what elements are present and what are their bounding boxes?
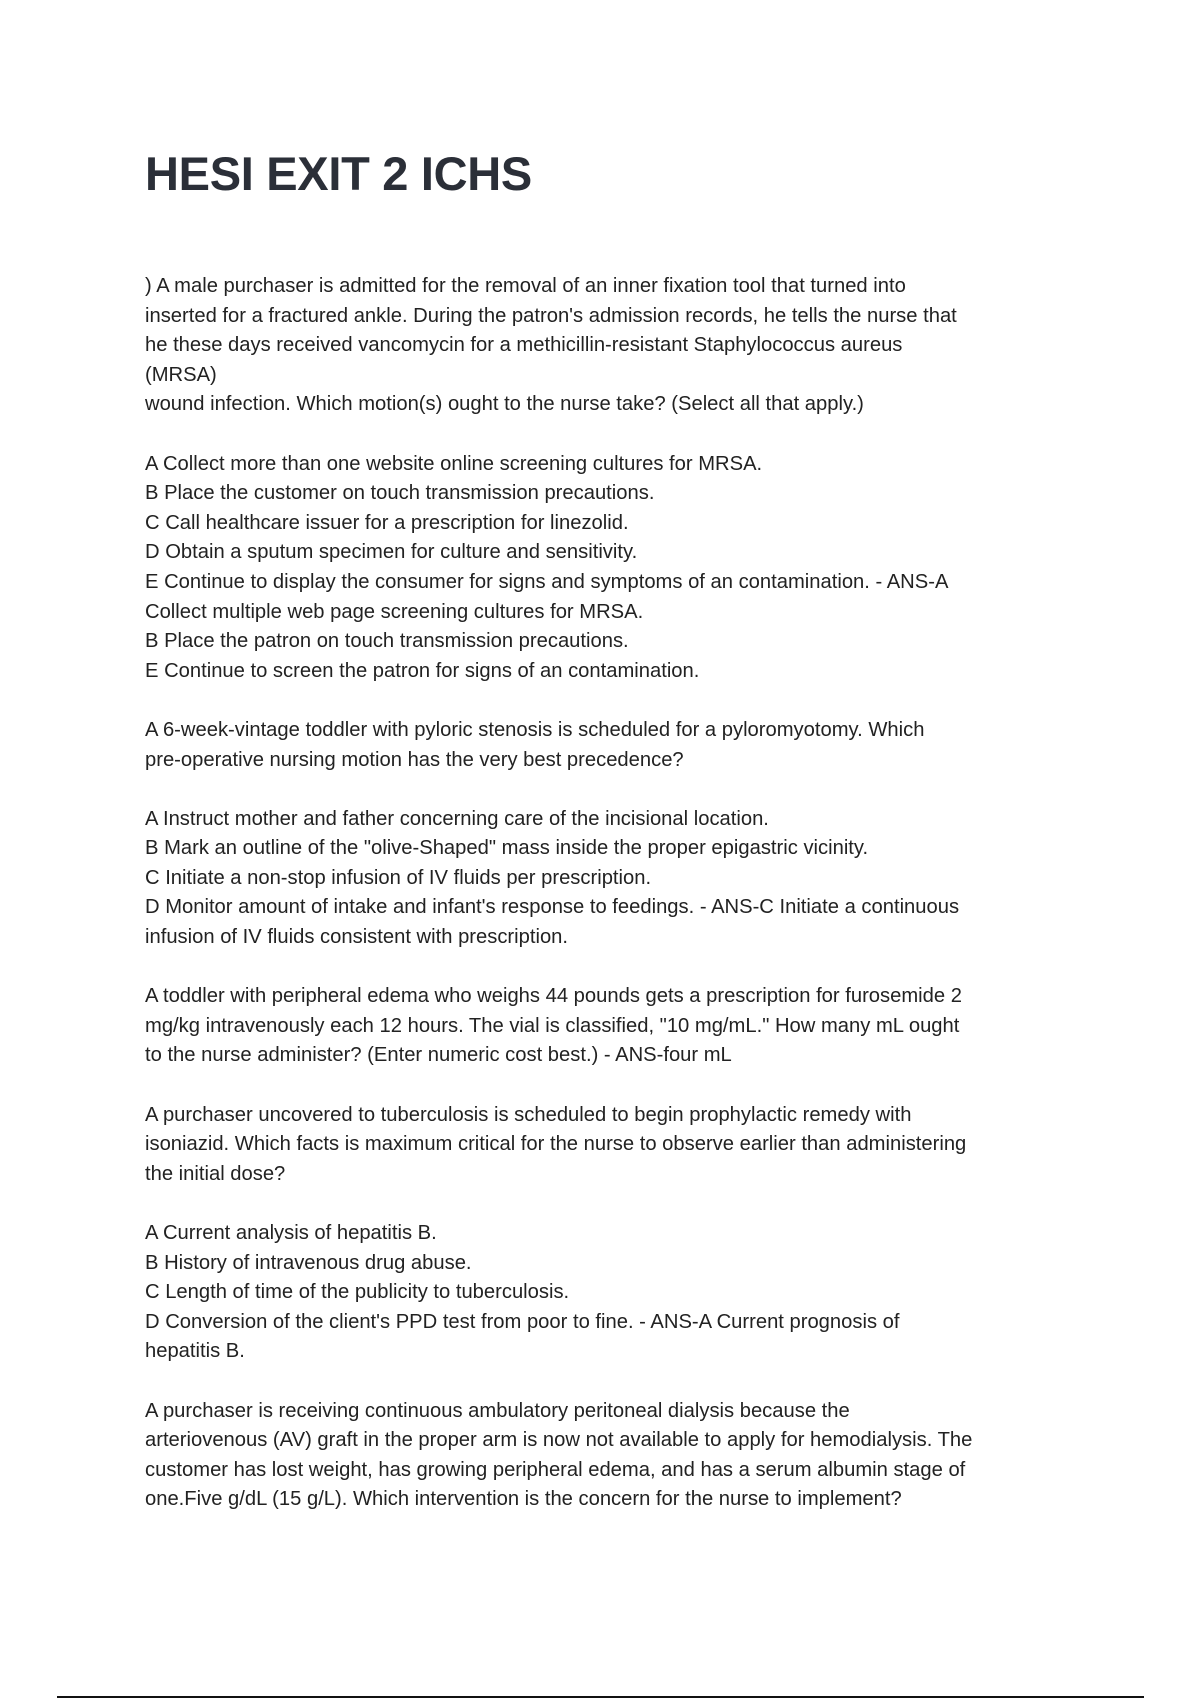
text-line: inserted for a fractured ankle. During the patron's admission records, he tells the nurse that <box>145 304 957 327</box>
text-line: A 6-week-vintage toddler with pyloric stenosis is scheduled for a pyloromyotomy. Which <box>145 718 925 741</box>
text-line: A toddler with peripheral edema who weighs 44 pounds gets a prescription for furosemide 2 <box>145 985 962 1008</box>
text-block <box>145 982 1070 1071</box>
text-line: A Collect more than one website online screening cultures for MRSA. <box>145 452 763 475</box>
text-block <box>145 272 1070 420</box>
text-line: one.Five g/dL (15 g/L). Which intervention is the concern for the nurse to implement? <box>145 1488 902 1511</box>
text-line: Collect multiple web page screening cultures for MRSA. <box>145 600 644 623</box>
text-line: A purchaser is receiving continuous ambulatory peritoneal dialysis because the <box>145 1399 850 1422</box>
text-line: B History of intravenous drug abuse. <box>145 1251 472 1274</box>
text-line: A purchaser uncovered to tuberculosis is scheduled to begin prophylactic remedy with <box>145 1103 912 1126</box>
text-line: to the nurse administer? (Enter numeric cost best.) - ANS-four mL <box>145 1044 732 1067</box>
text-block <box>145 1219 1070 1367</box>
text-line: ) A male purchaser is admitted for the removal of an inner fixation tool that turned into <box>145 275 906 297</box>
text-line: wound infection. Which motion(s) ought to the nurse take? (Select all that apply.) <box>145 393 864 416</box>
text-block <box>145 805 1070 953</box>
text-block <box>145 450 1070 687</box>
text-line: E Continue to display the consumer for signs and symptoms of an contamination. - ANS-A <box>145 570 949 593</box>
text-line: C Length of time of the publicity to tuberculosis. <box>145 1281 570 1304</box>
text-line: B Place the patron on touch transmission precautions. <box>145 630 629 653</box>
text-line: mg/kg intravenously each 12 hours. The vial is classified, "10 mg/mL." How many mL ought <box>145 1014 960 1037</box>
text-line: hepatitis B. <box>145 1340 245 1363</box>
text-line: D Obtain a sputum specimen for culture and sensitivity. <box>145 541 638 564</box>
text-line: E Continue to screen the patron for signs of an contamination. <box>145 659 700 682</box>
text-line: customer has lost weight, has growing peripheral edema, and has a serum albumin stage of <box>145 1458 966 1481</box>
text-line: D Monitor amount of intake and infant's response to feedings. - ANS-C Initiate a continuous <box>145 896 960 919</box>
text-line: A Current analysis of hepatitis B. <box>145 1222 437 1244</box>
text-block <box>145 1397 1070 1515</box>
text-line: isoniazid. Which facts is maximum critical for the nurse to observe earlier than administering <box>145 1133 967 1156</box>
text-line: C Initiate a non-stop infusion of IV fluids per prescription. <box>145 866 652 889</box>
text-line: infusion of IV fluids consistent with prescription. <box>145 926 569 949</box>
page-title: HESI EXIT 2 ICHS <box>145 147 532 200</box>
text-line: D Conversion of the client's PPD test from poor to fine. - ANS-A Current prognosis of <box>145 1310 900 1333</box>
text-line: arteriovenous (AV) graft in the proper arm is now not available to apply for hemodialysis. The <box>145 1429 973 1452</box>
text-line: B Place the customer on touch transmission precautions. <box>145 482 655 505</box>
text-line: the initial dose? <box>145 1162 286 1185</box>
footer-divider <box>57 1696 1144 1698</box>
text-line: he these days received vancomycin for a methicillin-resistant Staphylococcus aureus <box>145 334 903 357</box>
text-block <box>145 1101 1070 1190</box>
text-block <box>145 716 1070 775</box>
text-line: (MRSA) <box>145 363 217 386</box>
document-body <box>145 272 1070 1545</box>
text-line: C Call healthcare issuer for a prescription for linezolid. <box>145 511 629 534</box>
text-line: A Instruct mother and father concerning care of the incisional location. <box>145 807 769 830</box>
text-line: pre-operative nursing motion has the very best precedence? <box>145 748 684 771</box>
text-line: B Mark an outline of the "olive-Shaped" mass inside the proper epigastric vicinity. <box>145 837 869 860</box>
